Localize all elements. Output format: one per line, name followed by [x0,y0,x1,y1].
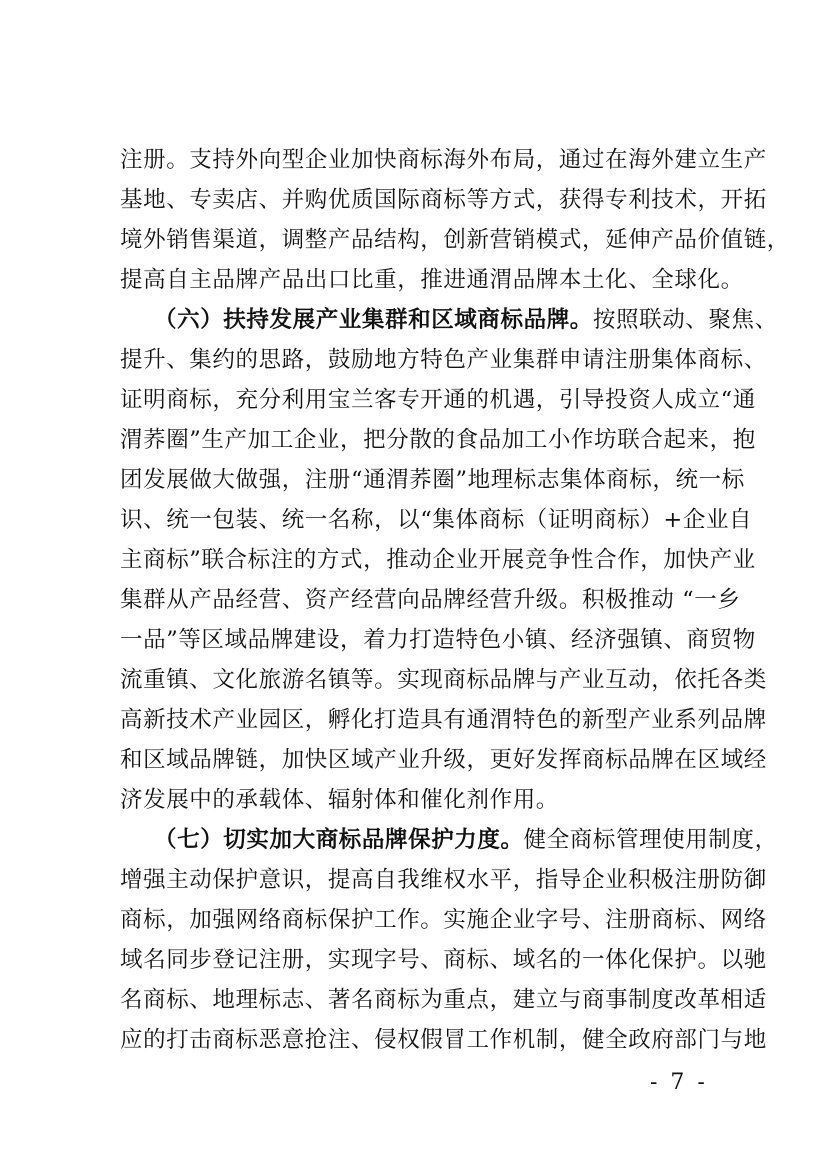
section-six-first-text: 按照联动、聚焦、 [592,307,778,333]
text-line: 商标，加强网络商标保护工作。实施企业字号、注册商标、网络 [120,907,767,933]
text-line: 主商标”联合标注的方式，推动企业开展竞争性合作，加快产业 [120,547,756,573]
text-line: 基地、专卖店、并购优质国际商标等方式，获得专利技术，开拓 [120,187,767,213]
text-line: 识、统一包装、统一名称，以“集体商标（证明商标）+企业自 [120,507,753,533]
text-line: 名商标、地理标志、著名商标为重点，建立与商事制度改革相适 [120,987,767,1013]
text-line: 注册。支持外向型企业加快商标海外布局，通过在海外建立生产 [120,147,767,173]
section-seven-first-line [154,826,778,854]
text-line: 集群从产品经营、资产经营向品牌经营升级。积极推动 “一乡 [120,587,741,613]
text-line: 渭荞圈”生产加工企业，把分散的食品加工小作坊联合起来，抱 [120,427,756,453]
section-six-heading: （六）扶持发展产业集群和区域商标品牌。 [154,307,593,333]
text-line: 域名同步登记注册，实现字号、商标、域名的一体化保护。以驰 [120,947,767,973]
text-line: 高新技术产业园区，孵化打造具有通渭特色的新型产业系列品牌 [120,707,767,733]
text-line: 证明商标，充分利用宝兰客专开通的机遇，引导投资人成立“通 [120,387,756,413]
text-line: 境外销售渠道，调整产品结构，创新营销模式，延伸产品价值链， [120,227,790,253]
text-line: 济发展中的承载体、辐射体和催化剂作用。 [120,787,559,813]
text-line: 应的打击商标恶意抢注、侵权假冒工作机制，健全政府部门与地 [120,1027,767,1053]
text-line: 流重镇、文化旅游名镇等。实现商标品牌与产业互动，依托各类 [120,667,767,693]
text-line: 提高自主品牌产品出口比重，推进通渭品牌本土化、全球化。 [120,267,744,293]
text-line: 团发展做大做强，注册“通渭荞圈”地理标志集体商标，统一标 [120,467,745,493]
text-line: 和区域品牌链，加快区域产业升级，更好发挥商标品牌在区域经 [120,747,767,773]
section-seven-heading: （七）切实加大商标品牌保护力度。 [154,827,524,853]
text-line: 提升、集约的思路，鼓励地方特色产业集群申请注册集体商标、 [120,347,767,373]
section-six-first-line [154,306,778,334]
section-seven-first-text: 健全商标管理使用制度， [523,827,778,853]
text-line: 一品”等区域品牌建设，着力打造特色小镇、经济强镇、商贸物 [120,627,756,653]
text-line: 增强主动保护意识，提高自我维权水平，指导企业积极注册防御 [120,867,767,893]
page-number: - 7 - [650,1070,708,1095]
